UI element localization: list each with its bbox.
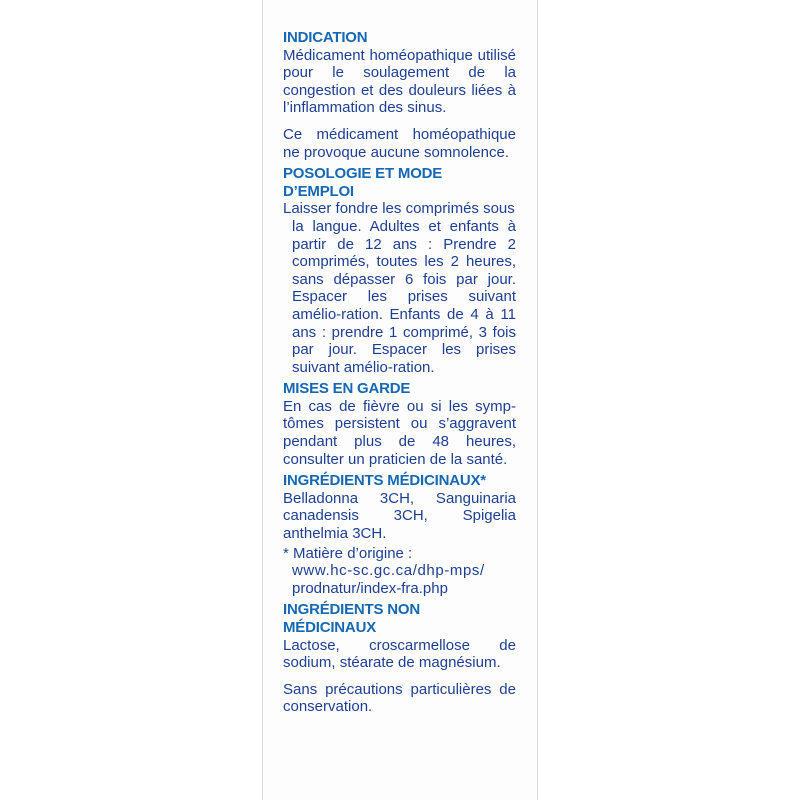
mises-en-garde-text: En cas de fièvre ou si les symp-tômes persistent ou s’aggravent pendant plus de 48 heures, consulter un praticien de la santé. [283,397,516,468]
ingredients-medicinaux-text: Belladonna 3CH, Sanguinaria canadensis 3CH, Spigelia anthelmia 3CH. [283,489,516,543]
package-label-panel [262,0,538,800]
ingredients-non-medicinaux-text: Lactose, croscarmellose de sodium, stéarate de magnésium. [283,636,516,672]
posologie-first-line: Laisser fondre les comprimés sous [283,200,515,218]
somnolence-text: Ce médicament homéopathique ne provoque aucune somnolence. [283,125,516,161]
mises-en-garde-heading: MISES EN GARDE [283,380,411,398]
label-text-column [283,29,516,716]
indication-text: Médicament homéopathique utilisé pour le soulagement de la congestion et des douleurs liées à l’inflammation des sinus. [283,46,516,117]
posologie-text: la langue. Adultes et enfants à partir de 12 ans : Prendre 2 comprimés, toutes les 2 heures, sans dépasser 6 fois par jour. Espacer les prises suivant amélio-ration. Enfants de 4 à 11 ans : prendre 1 comprimé, 3 fois par jour. Espacer les prises suivant amélio-ration. [292,217,516,376]
source-url-line1: www.hc-sc.gc.ca/dhp-mps/ [292,562,485,580]
ingredients-medicinaux-heading: INGRÉDIENTS MÉDICINAUX* [283,472,486,490]
conservation-text: Sans précautions particulières de conservation. [283,680,516,716]
posologie-heading: POSOLOGIE ET MODE D’EMPLOI [283,165,443,200]
ingredients-non-medicinaux-heading: INGRÉDIENTS NON MÉDICINAUX [283,601,421,636]
indication-heading: INDICATION [283,29,368,46]
source-url-line2: prodnatur/index-fra.php [292,579,448,597]
source-note-label: * Matière d’origine : [283,544,413,562]
